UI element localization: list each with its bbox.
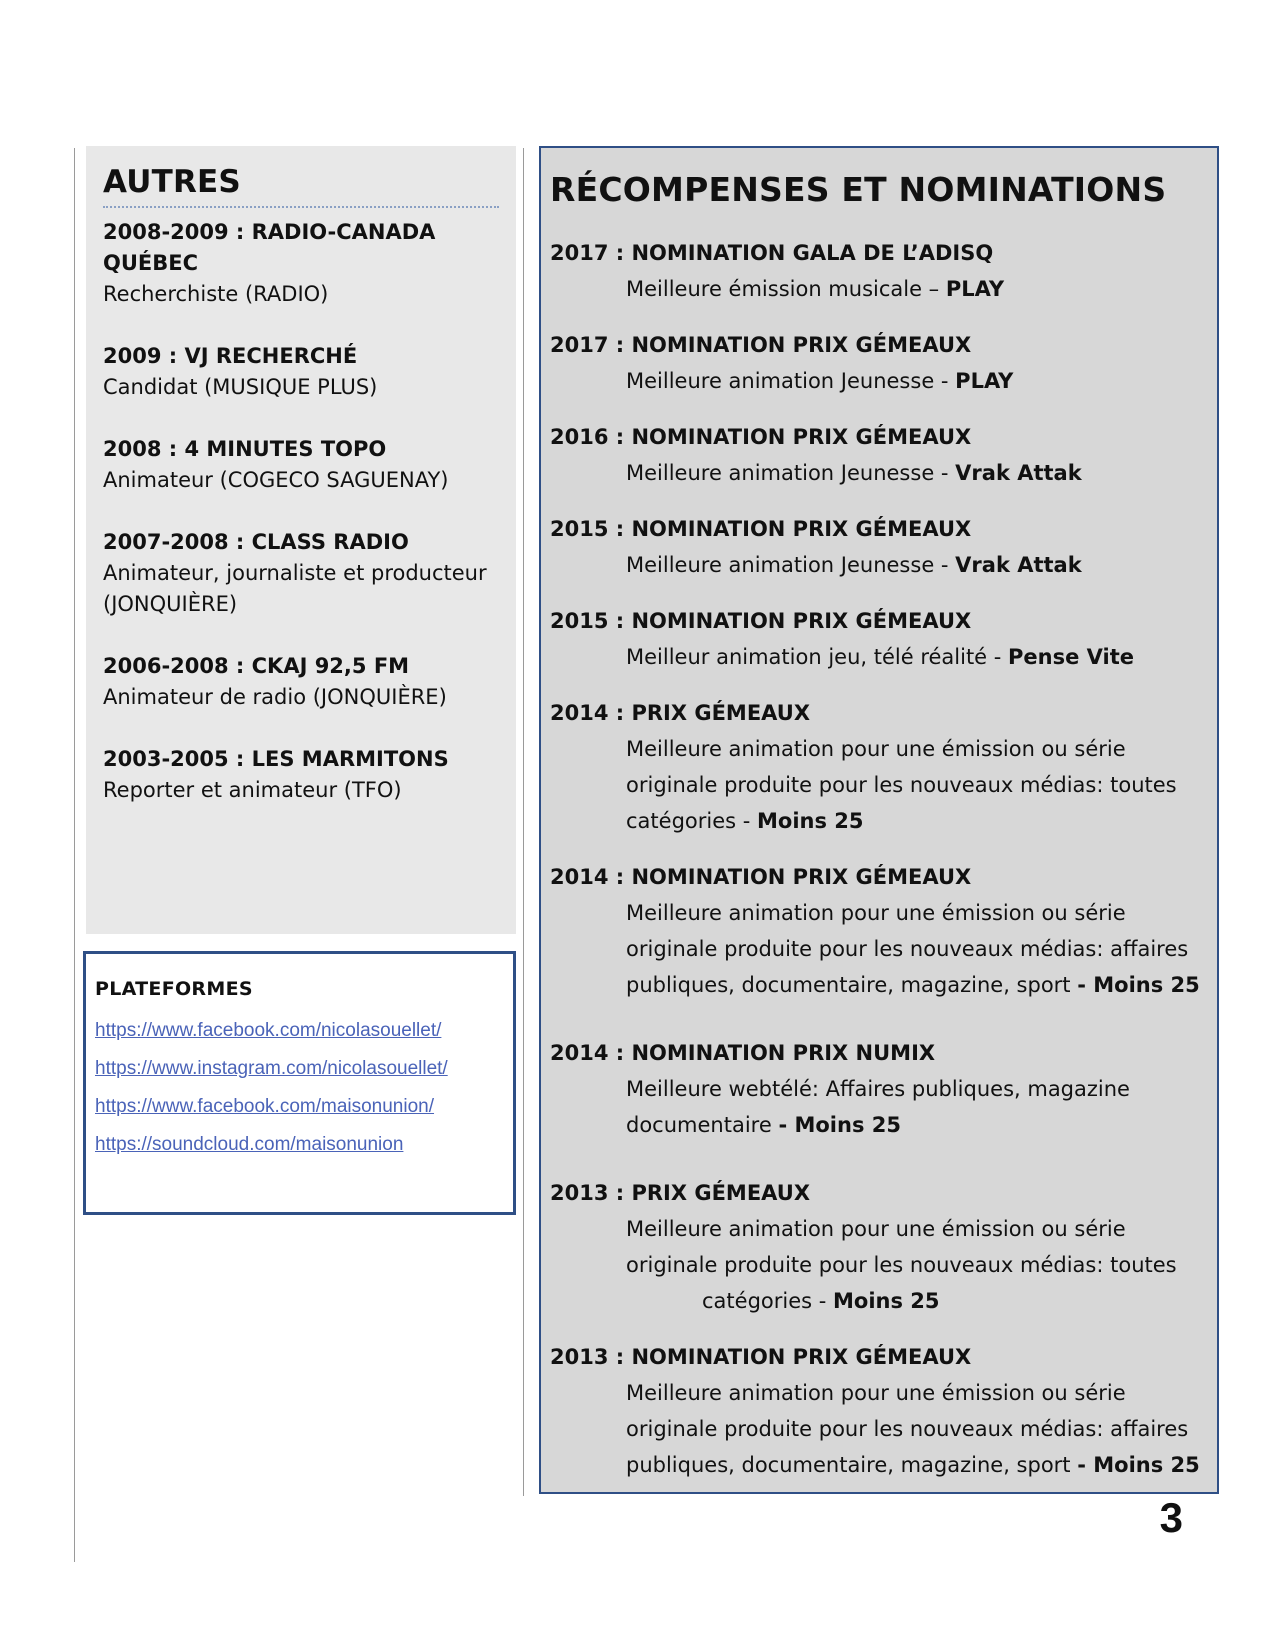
award-desc [550, 731, 1208, 839]
award-show: Moins 25 [757, 809, 864, 833]
autre-entry [103, 651, 499, 713]
autres-list [103, 208, 499, 806]
award-desc [550, 1071, 1208, 1143]
award-desc-text: Meilleure émission musicale – [626, 277, 946, 301]
autres-heading: AUTRES [103, 164, 499, 208]
award-title: 2015 : NOMINATION PRIX GÉMEAUX [550, 517, 972, 541]
award-desc [550, 1375, 1208, 1483]
award-title: 2013 : NOMINATION PRIX GÉMEAUX [550, 1345, 972, 1369]
award-desc [550, 547, 1208, 583]
instagram-link[interactable]: https://www.instagram.com/nicolasouellet/ [95, 1058, 448, 1079]
award-desc-text: Meilleure animation pour une émission ou série originale produite pour les nouveaux médias: affaires publiques, documentaire, magazine, sport [626, 901, 1189, 997]
autre-entry [103, 341, 499, 403]
award-entry [550, 235, 1208, 307]
award-entry [550, 1035, 1208, 1143]
award-desc [550, 895, 1208, 1003]
award-desc [550, 271, 1208, 307]
award-desc-text: Meilleure animation Jeunesse - [626, 461, 956, 485]
award-show: - Moins 25 [1077, 973, 1200, 997]
award-desc-cont [550, 1283, 1208, 1319]
award-desc-text: Meilleure animation Jeunesse - [626, 369, 956, 393]
award-entry [550, 327, 1208, 399]
award-title: 2015 : NOMINATION PRIX GÉMEAUX [550, 609, 972, 633]
award-desc-text: Meilleur animation jeu, télé réalité - [626, 645, 1009, 669]
award-entry [550, 1339, 1208, 1483]
autre-title: 2006-2008 : CKAJ 92,5 FM [103, 654, 410, 678]
award-title: 2017 : NOMINATION PRIX GÉMEAUX [550, 333, 972, 357]
autre-entry [103, 527, 499, 620]
autre-subtitle: Animateur, journaliste et producteur (JONQUIÈRE) [103, 561, 487, 616]
autre-title: 2008 : 4 MINUTES TOPO [103, 437, 387, 461]
autre-subtitle: Candidat (MUSIQUE PLUS) [103, 375, 378, 399]
autre-title: 2009 : VJ RECHERCHÉ [103, 344, 358, 368]
left-rule [74, 148, 75, 1562]
award-show: Vrak Attak [955, 461, 1082, 485]
autres-panel [86, 146, 516, 934]
award-desc [550, 363, 1208, 399]
autre-subtitle: Animateur (COGECO SAGUENAY) [103, 468, 449, 492]
autre-title: 2008-2009 : RADIO-CANADA QUÉBEC [103, 220, 436, 275]
award-title: 2016 : NOMINATION PRIX GÉMEAUX [550, 425, 972, 449]
award-entry [550, 511, 1208, 583]
award-desc [550, 455, 1208, 491]
award-show: PLAY [955, 369, 1014, 393]
soundcloud-link[interactable]: https://soundcloud.com/maisonunion [95, 1134, 404, 1155]
middle-rule [523, 148, 524, 1496]
award-desc-text: Meilleure webtélé: Affaires publiques, magazine documentaire [626, 1077, 1130, 1137]
plateformes-box [83, 951, 516, 1215]
award-desc-text: catégories - [702, 1289, 834, 1313]
award-show: - Moins 25 [778, 1113, 901, 1137]
autre-subtitle: Animateur de radio (JONQUIÈRE) [103, 685, 447, 709]
award-show: - Moins 25 [1077, 1453, 1200, 1477]
award-entry [550, 419, 1208, 491]
award-show: Pense Vite [1008, 645, 1135, 669]
award-desc-text: Meilleure animation pour une émission ou série originale produite pour les nouveaux médias: toutes catégories - [626, 737, 1177, 833]
autre-entry [103, 744, 499, 806]
award-show: PLAY [945, 277, 1005, 301]
award-title: 2014 : NOMINATION PRIX NUMIX [550, 1041, 936, 1065]
award-desc-text: Meilleure animation Jeunesse - [626, 553, 956, 577]
award-entry [550, 1175, 1208, 1319]
award-entry [550, 859, 1208, 1003]
award-desc-text: Meilleure animation pour une émission ou série originale produite pour les nouveaux médias: affaires publiques, documentaire, magazine, sport [626, 1381, 1189, 1477]
autre-subtitle: Reporter et animateur (TFO) [103, 778, 402, 802]
award-show: Vrak Attak [955, 553, 1082, 577]
award-title: 2014 : PRIX GÉMEAUX [550, 701, 811, 725]
autre-subtitle: Recherchiste (RADIO) [103, 282, 329, 306]
facebook-link[interactable]: https://www.facebook.com/nicolasouellet/ [95, 1020, 442, 1041]
award-show: Moins 25 [833, 1289, 940, 1313]
award-title: 2014 : NOMINATION PRIX GÉMEAUX [550, 865, 972, 889]
page-number: 3 [1159, 1494, 1183, 1541]
autre-entry [103, 434, 499, 496]
award-desc [550, 639, 1208, 675]
facebook-maisonunion-link[interactable]: https://www.facebook.com/maisonunion/ [95, 1096, 435, 1117]
recompenses-panel [539, 146, 1219, 1494]
award-entry [550, 695, 1208, 839]
award-title: 2013 : PRIX GÉMEAUX [550, 1181, 811, 1205]
autre-title: 2007-2008 : CLASS RADIO [103, 530, 409, 554]
autre-entry [103, 217, 499, 310]
awards-list [550, 209, 1208, 1483]
recompenses-heading: RÉCOMPENSES ET NOMINATIONS [550, 170, 1167, 209]
plateformes-heading: PLATEFORMES [95, 978, 253, 1000]
award-entry [550, 603, 1208, 675]
autre-title: 2003-2005 : LES MARMITONS [103, 747, 449, 771]
award-title: 2017 : NOMINATION GALA DE L’ADISQ [550, 241, 994, 265]
award-desc: Meilleure animation pour une émission ou série originale produite pour les nouveaux médias: toutes [626, 1217, 1177, 1277]
